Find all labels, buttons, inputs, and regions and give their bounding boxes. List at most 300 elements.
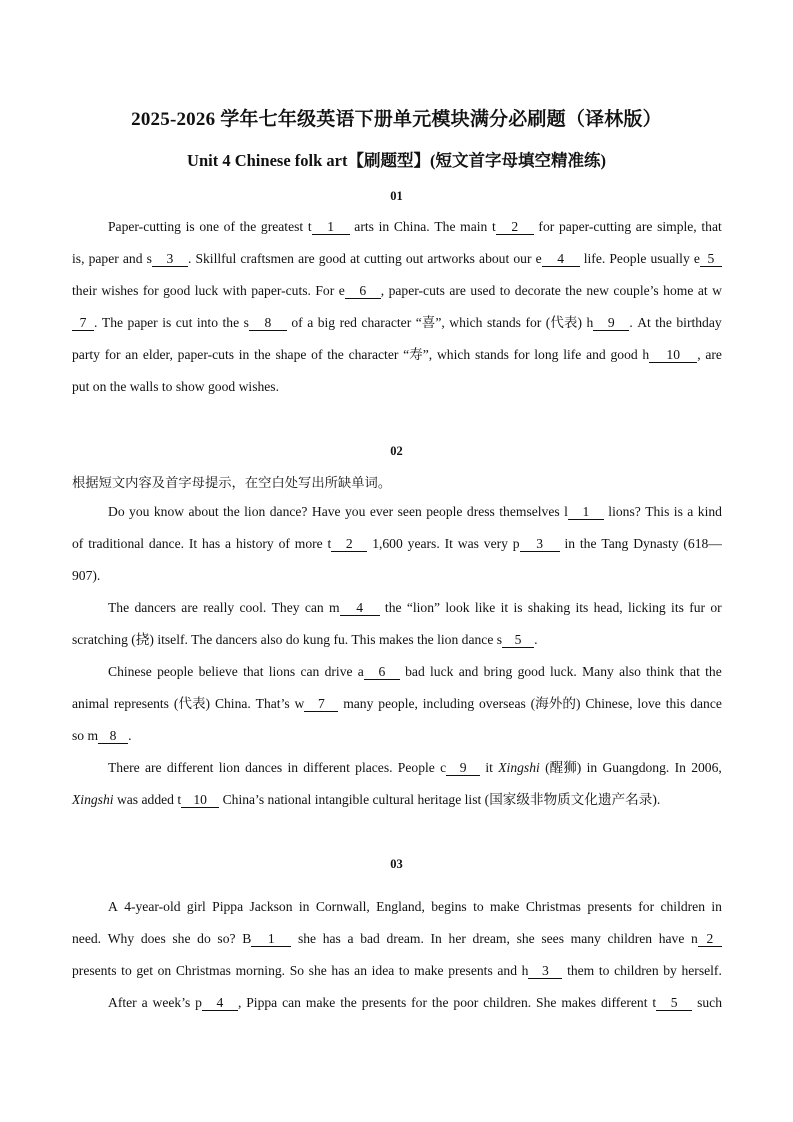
word: their (72, 283, 97, 298)
word: The (108, 600, 130, 615)
word: m (329, 600, 340, 615)
word: overseas (478, 696, 526, 711)
word: China. (393, 219, 430, 234)
answer-blank[interactable]: 3 (528, 964, 562, 979)
word: so? (217, 931, 236, 946)
word: wishes. (238, 379, 279, 394)
word: children. (483, 995, 532, 1010)
word: Paper-cutting (108, 219, 181, 234)
word: the (340, 995, 357, 1010)
answer-blank[interactable]: 9 (593, 316, 629, 331)
word: is (673, 504, 683, 519)
word: the (565, 283, 582, 298)
word: In (430, 931, 442, 946)
word: Christmas (175, 963, 231, 978)
word: Do (108, 504, 125, 519)
word: Dynasty (633, 536, 679, 551)
word: bad (360, 931, 380, 946)
word: its (671, 600, 684, 615)
word: After (108, 995, 137, 1010)
word: her (448, 931, 466, 946)
word: represents (113, 696, 169, 711)
answer-blank[interactable]: 4 (202, 996, 238, 1011)
word: on (92, 379, 107, 394)
answer-blank[interactable]: 3 (520, 537, 560, 552)
word: walls (129, 379, 159, 394)
word: lions? (608, 504, 641, 519)
word: For (315, 283, 335, 298)
word: cut (175, 315, 193, 330)
answer-blank[interactable]: 4 (340, 601, 380, 616)
word: Guangdong. (602, 760, 670, 775)
word: believe (198, 664, 238, 679)
word: e (338, 283, 345, 298)
word: . (94, 315, 98, 330)
passage-line (72, 898, 722, 916)
word: in (378, 219, 390, 234)
italic-term: Xingshi (498, 760, 540, 775)
word: for (638, 899, 655, 914)
word: (挠) (131, 632, 154, 647)
word: are (635, 219, 653, 234)
word: look (445, 600, 470, 615)
word: t (652, 995, 657, 1010)
word: shaking (527, 600, 571, 615)
word: at (697, 283, 708, 298)
word: about (188, 504, 219, 519)
word: t (307, 219, 312, 234)
answer-blank[interactable]: 2 (496, 220, 534, 235)
word: national (267, 792, 312, 807)
word: cutting (364, 251, 402, 266)
word: for (538, 219, 555, 234)
word: cool. (239, 600, 267, 615)
word: stands (474, 347, 509, 362)
word: character (348, 347, 399, 362)
word: children (607, 931, 653, 946)
word: she (297, 931, 317, 946)
word: arts (354, 219, 374, 234)
word: kind (697, 504, 722, 519)
word: paper (127, 315, 158, 330)
word: children (614, 963, 659, 978)
word: is (185, 219, 195, 234)
word: in (711, 899, 722, 914)
word: drive (324, 664, 353, 679)
word: That’s (255, 696, 290, 711)
word: which (449, 315, 483, 330)
word: paper-cuts. (251, 283, 311, 298)
word: a (225, 536, 232, 551)
word: e (535, 251, 542, 266)
word: good (610, 347, 638, 362)
word: used (470, 283, 496, 298)
word: (618— (683, 536, 722, 551)
word: she (516, 931, 535, 946)
word: to (121, 963, 132, 978)
passage-line (72, 503, 722, 521)
word: luck. (550, 664, 577, 679)
word: So (289, 963, 305, 978)
word: good (208, 379, 236, 394)
word: wishes (101, 283, 139, 298)
word: craftsmen (240, 251, 294, 266)
word: It (188, 536, 198, 551)
word: that (679, 664, 700, 679)
word: list (464, 792, 482, 807)
word: make (490, 899, 520, 914)
word: w (294, 696, 305, 711)
word: was (457, 536, 479, 551)
answer-blank[interactable]: 9 (446, 761, 480, 776)
word: an (354, 963, 368, 978)
word: The (434, 219, 456, 234)
word: many (343, 696, 374, 711)
word: t (491, 219, 496, 234)
word: long (534, 347, 559, 362)
word: make (305, 995, 336, 1010)
word: s (243, 315, 249, 330)
passage-line (72, 994, 722, 1012)
answer-blank[interactable]: 6 (345, 284, 381, 299)
word: h (586, 315, 594, 330)
section-number: 01 (390, 189, 403, 203)
word: dancers (134, 600, 176, 615)
word: poor (453, 995, 479, 1010)
answer-blank[interactable]: 5 (656, 996, 692, 1011)
word: the (222, 315, 240, 330)
word: a (141, 995, 148, 1010)
word: are (298, 251, 315, 266)
word: different (166, 760, 214, 775)
word: dance (690, 696, 722, 711)
word: different (303, 760, 350, 775)
word: fu. (333, 632, 349, 647)
word: for (411, 995, 428, 1010)
word: to (598, 963, 610, 978)
word: it (485, 760, 493, 775)
word: on (157, 963, 172, 978)
word: decorate (514, 283, 561, 298)
answer-blank[interactable]: 7 (304, 697, 338, 712)
answer-blank[interactable]: 1 (251, 932, 291, 947)
word: she (172, 931, 191, 946)
word: get (136, 963, 153, 978)
word: the (223, 504, 240, 519)
word: different (600, 995, 648, 1010)
word: c (440, 760, 447, 775)
passage-line (72, 535, 722, 553)
word: greatest (260, 219, 304, 234)
word: h (642, 347, 650, 362)
passage-line (72, 631, 722, 649)
section-number: 03 (390, 857, 403, 871)
word: new (586, 283, 609, 298)
word: Many (582, 664, 614, 679)
word: presents (361, 995, 407, 1010)
word: 907). (72, 568, 101, 583)
passage-line (72, 567, 722, 585)
word: the (384, 600, 402, 615)
word: At (637, 315, 651, 330)
word: in (287, 760, 299, 775)
word: including (422, 696, 475, 711)
word: scratching (72, 632, 128, 647)
word: are (705, 347, 722, 362)
word: n (691, 931, 698, 946)
word: for (142, 283, 159, 298)
answer-blank[interactable]: 8 (98, 729, 128, 744)
word: week’s (152, 995, 191, 1010)
word: w (712, 283, 722, 298)
word: its (575, 600, 589, 615)
word: people (426, 504, 463, 519)
word: elder, (142, 347, 173, 362)
word: “喜”, (415, 315, 445, 330)
word: put (72, 379, 90, 394)
section-number: 02 (390, 444, 403, 458)
word: “寿”, (403, 347, 433, 362)
word: Skillful (195, 251, 237, 266)
word: This (645, 504, 670, 519)
word: Pippa (212, 899, 244, 914)
word: you (129, 504, 150, 519)
word: years. (407, 536, 440, 551)
word: life. (583, 251, 606, 266)
word: more (294, 536, 323, 551)
answer-blank[interactable]: 10 (181, 793, 219, 808)
passage-line (72, 962, 722, 980)
word: . (629, 315, 633, 330)
word: The (101, 315, 124, 330)
word: need. (72, 931, 102, 946)
word: Christmas (525, 899, 581, 914)
passage-line (72, 599, 722, 617)
word: morning. (235, 963, 286, 978)
word: of (72, 536, 84, 551)
word: paper-cuts (388, 283, 445, 298)
word: them (567, 963, 595, 978)
word: is, (72, 251, 85, 266)
word: . (187, 251, 192, 266)
word: bring (483, 664, 513, 679)
word: couple’s (613, 283, 659, 298)
word: , (697, 347, 701, 362)
word: main (460, 219, 488, 234)
word: (国家级非物质文化遗产名录). (484, 792, 661, 807)
word: and (497, 963, 518, 978)
answer-blank[interactable]: 8 (249, 316, 287, 331)
passage-line (72, 250, 722, 268)
word: and (458, 664, 479, 679)
word: dress (466, 504, 495, 519)
word: red (339, 315, 357, 330)
word: it (500, 600, 509, 615)
word: Jackson (249, 899, 293, 914)
word: good (163, 283, 191, 298)
word: dream, (472, 931, 510, 946)
word: cultural (372, 792, 415, 807)
word: makes (561, 995, 597, 1010)
word: ever (369, 504, 394, 519)
word: sees (541, 931, 564, 946)
word: They (271, 600, 300, 615)
word: lion (218, 760, 240, 775)
answer-blank[interactable]: 4 (542, 252, 580, 267)
word: does (140, 931, 166, 946)
word: birthday (676, 315, 722, 330)
answer-blank[interactable]: 6 (364, 665, 400, 680)
word: the (109, 379, 127, 394)
word: England, (376, 899, 425, 914)
word: luck (430, 664, 454, 679)
word: She (536, 995, 557, 1010)
word: s (146, 251, 152, 266)
word: B (242, 931, 252, 946)
word: begins (431, 899, 467, 914)
word: In (674, 760, 686, 775)
word: life (563, 347, 582, 362)
word: are (144, 760, 162, 775)
answer-blank[interactable]: 5 (700, 252, 722, 267)
word: are (181, 600, 198, 615)
word: to (473, 899, 484, 914)
answer-blank[interactable]: 2 (698, 932, 722, 947)
word: has (322, 931, 341, 946)
word: can (300, 664, 320, 679)
word: presents (587, 899, 632, 914)
word: heritage (417, 792, 462, 807)
word: the (254, 347, 271, 362)
word: really (203, 600, 235, 615)
word: by (663, 963, 677, 978)
word: It (444, 536, 453, 551)
passage-line (72, 930, 722, 948)
word: which (436, 347, 471, 362)
word: of (291, 315, 303, 330)
word: and (586, 347, 606, 362)
word: can (304, 600, 324, 615)
word: idea (371, 963, 395, 978)
word: party (72, 347, 100, 362)
word: the (579, 536, 597, 551)
word: at (350, 251, 360, 266)
word: and (122, 251, 143, 266)
word: 1,600 (372, 536, 403, 551)
passage-line (72, 346, 722, 364)
word: that (701, 219, 722, 234)
word: paper-cuts (177, 347, 235, 362)
word: h (521, 963, 529, 978)
word: herself. (681, 963, 722, 978)
word: make (414, 963, 444, 978)
word: to (398, 963, 410, 978)
word: the (655, 315, 672, 330)
word: think (646, 664, 675, 679)
answer-blank[interactable]: 1 (312, 220, 350, 235)
answer-blank[interactable]: 5 (502, 633, 534, 648)
answer-blank[interactable]: 2 (331, 537, 367, 552)
word: China. (214, 696, 251, 711)
word: the (431, 995, 449, 1010)
word: s (496, 632, 503, 647)
word: paper-cutting (558, 219, 632, 234)
word: t (327, 536, 332, 551)
word: fur (689, 600, 706, 615)
word: There (108, 760, 140, 775)
word: such (697, 995, 722, 1010)
word: good (318, 251, 346, 266)
word: itself. (157, 632, 188, 647)
answer-blank[interactable]: 7 (72, 316, 94, 331)
word: many (570, 931, 601, 946)
word: or (710, 600, 722, 615)
word: to (161, 379, 173, 394)
passage-line (72, 663, 722, 681)
word: head, (593, 600, 623, 615)
document-title: 2025-2026 学年七年级英语下册单元模块满分必刷题（译林版） (131, 109, 662, 130)
word: has (331, 963, 350, 978)
answer-blank[interactable]: 3 (152, 252, 188, 267)
word: Have (311, 504, 341, 519)
word: usually (650, 251, 690, 266)
word: in (586, 760, 598, 775)
word: history (235, 536, 274, 551)
word: 4-year-old (124, 899, 181, 914)
word: very (483, 536, 508, 551)
answer-blank[interactable]: 1 (568, 505, 604, 520)
passage-line (72, 727, 722, 745)
word: (醒狮) (545, 760, 582, 775)
word: lion (437, 632, 459, 647)
word: themselves (499, 504, 560, 519)
word: animal (72, 696, 109, 711)
word: makes (378, 632, 414, 647)
word: seen (397, 504, 422, 519)
word: l (564, 504, 568, 519)
word: for (525, 315, 542, 330)
word: Pippa (246, 995, 278, 1010)
word: Chinese, (585, 696, 633, 711)
word: are (449, 283, 466, 298)
word: lions (268, 664, 296, 679)
word: for (104, 347, 121, 362)
word: dance. (148, 536, 185, 551)
word: p (195, 995, 202, 1010)
word: places. (355, 760, 393, 775)
word: character (361, 315, 412, 330)
word: m (87, 728, 99, 743)
word: for (513, 347, 530, 362)
word: a (307, 315, 314, 330)
answer-blank[interactable]: 10 (649, 348, 697, 363)
passage-line (72, 695, 722, 713)
word: The (191, 632, 213, 647)
word: was (116, 792, 139, 807)
word: (海外的) (530, 696, 581, 711)
word: the (327, 347, 344, 362)
word: People (609, 251, 647, 266)
word: luck (194, 283, 219, 298)
passage-line (72, 314, 722, 332)
word: of (223, 219, 235, 234)
word: the (239, 219, 257, 234)
word: in (564, 536, 576, 551)
italic-term: Xingshi (72, 792, 114, 807)
section-instruction: 根据短文内容及首字母提示，在空白处写出所缺单词。 (72, 475, 392, 490)
word: show (175, 379, 205, 394)
word: is (162, 315, 172, 330)
